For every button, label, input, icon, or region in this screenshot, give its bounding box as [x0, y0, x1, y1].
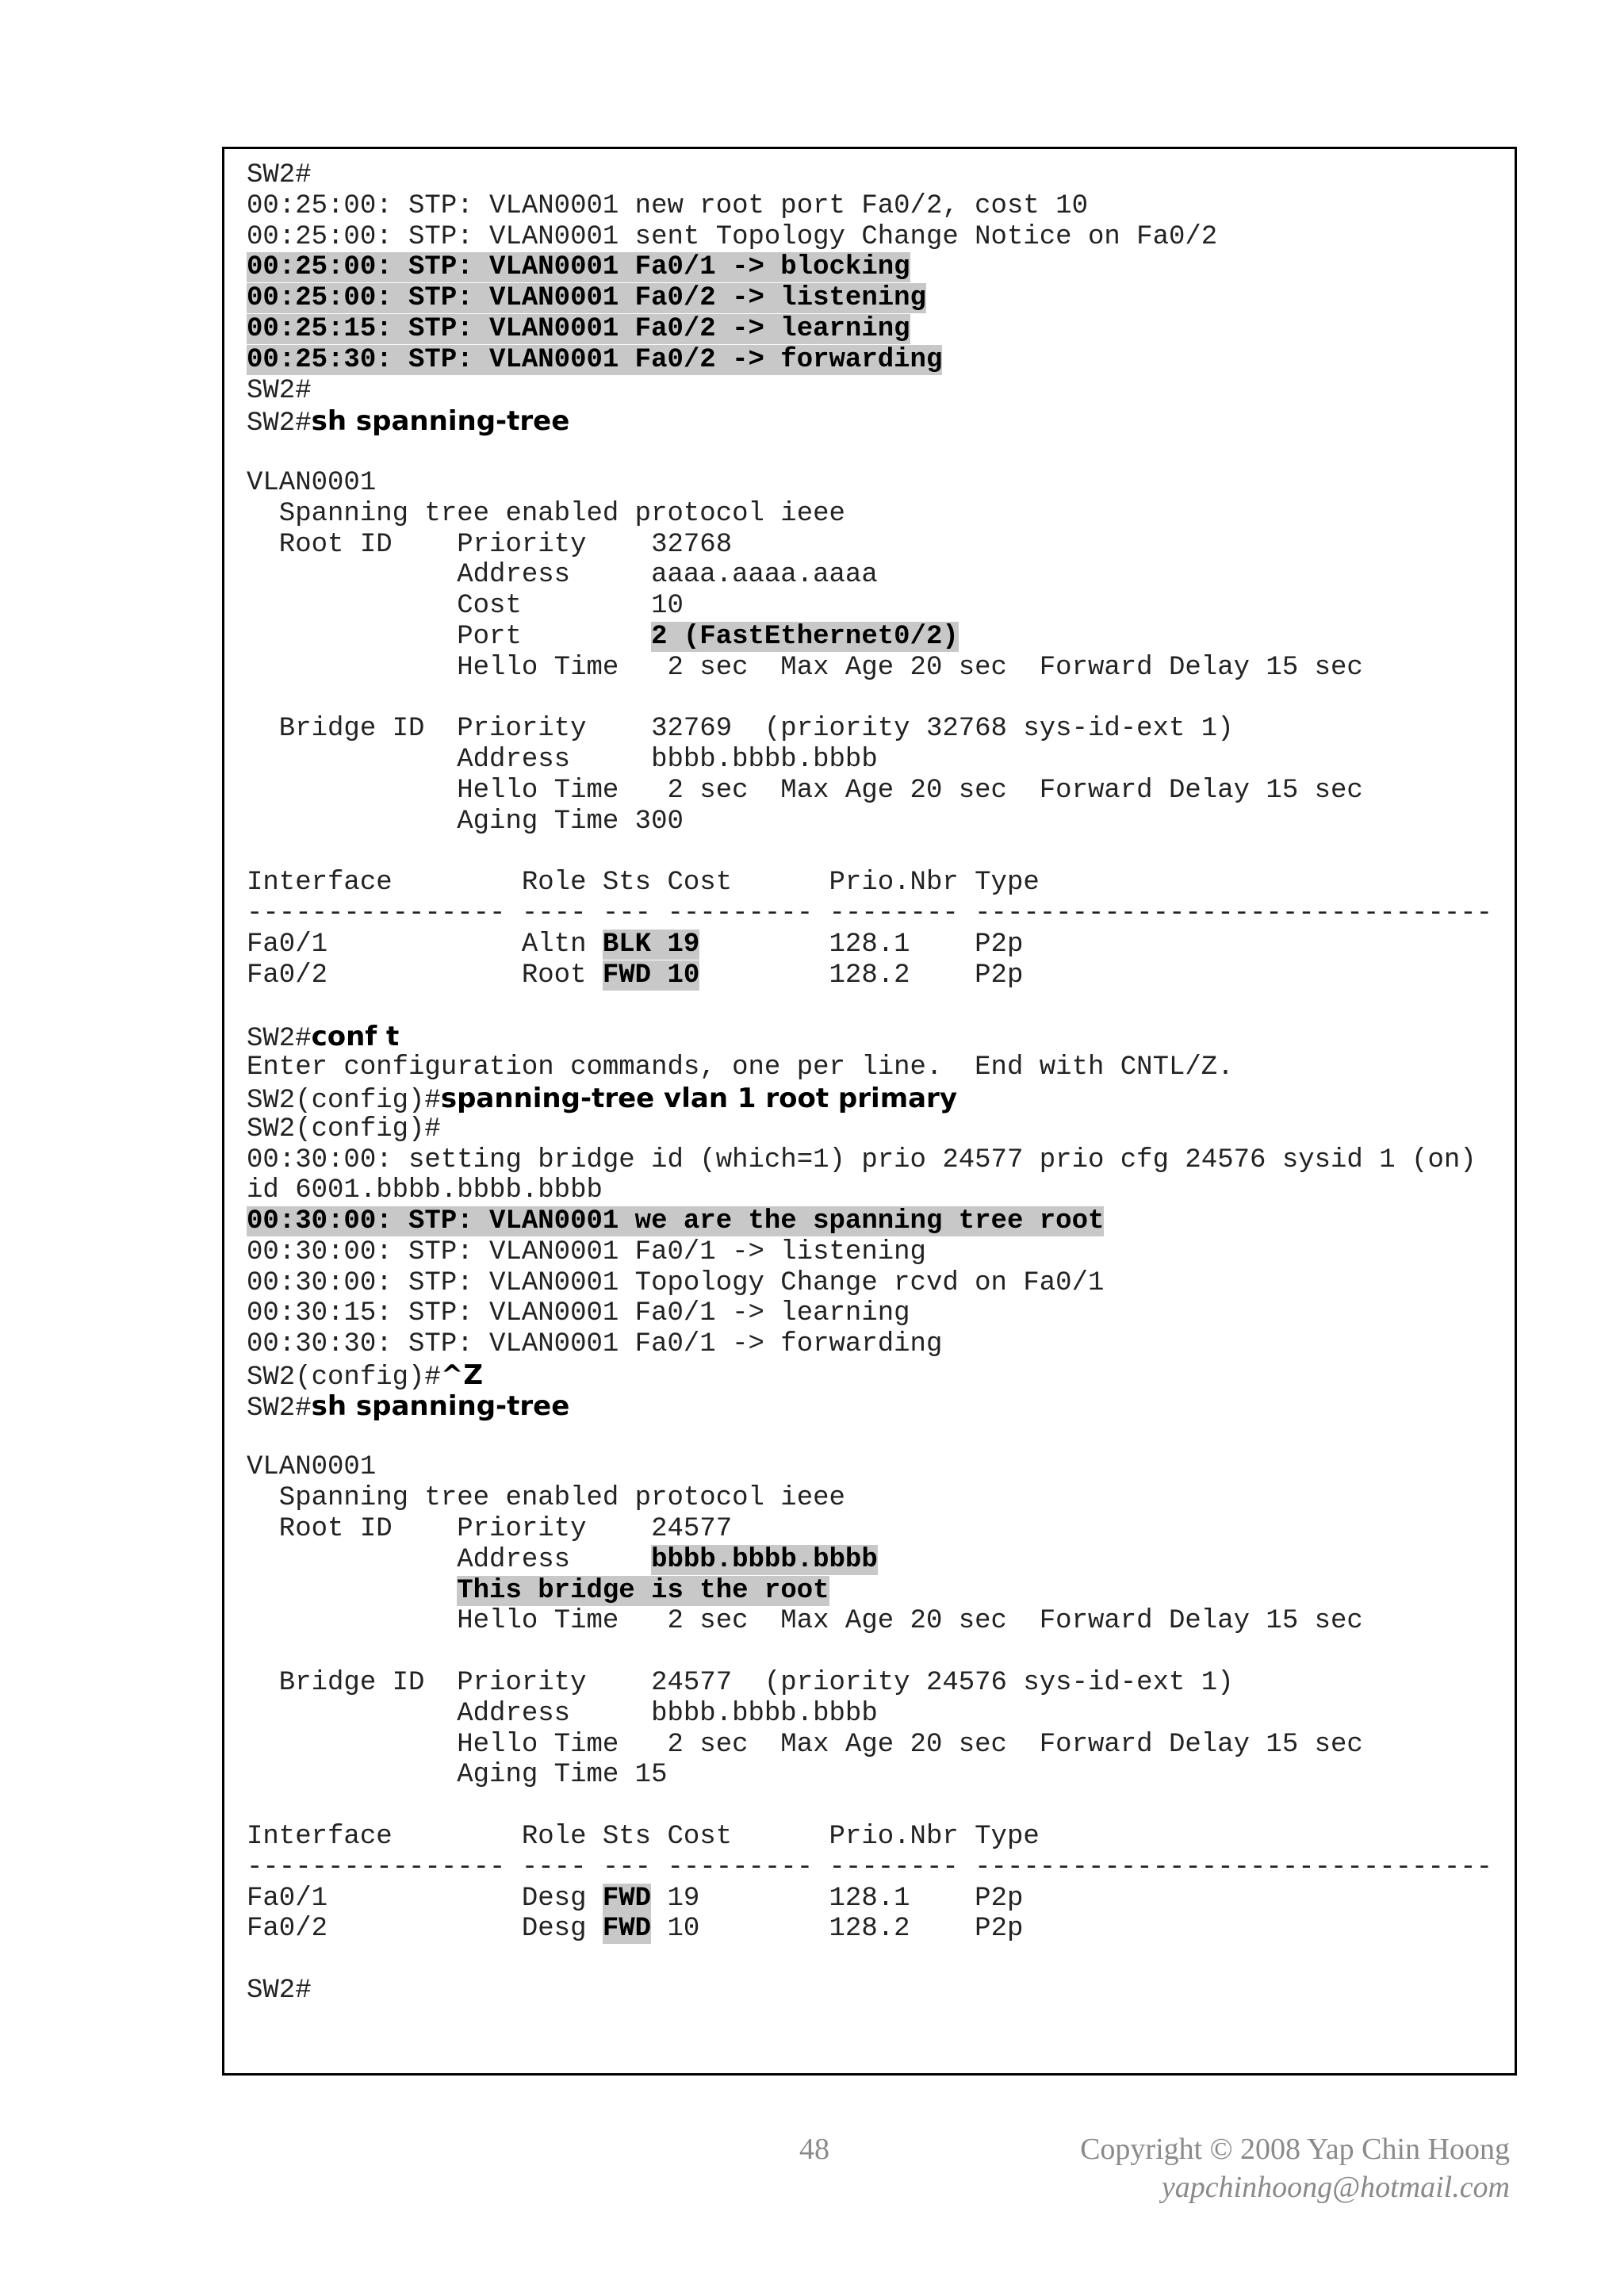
terminal-text: 19 128.1 P2p [651, 1883, 1024, 1914]
terminal-text: 00:30:00: STP: VLAN0001 Fa0/1 -> listening [247, 1236, 926, 1267]
terminal-line [247, 530, 1500, 561]
terminal-text: Hello Time 2 sec Max Age 20 sec Forward Delay 15 sec [247, 1606, 1363, 1637]
terminal-line [247, 376, 1500, 407]
terminal-line [247, 1083, 1500, 1114]
terminal-text: SW2# [247, 375, 312, 406]
terminal-line [247, 1268, 1500, 1299]
highlighted-output: FWD [602, 1883, 652, 1914]
terminal-text: Fa0/2 Root [247, 960, 603, 991]
terminal-text: 10 128.2 P2p [651, 1914, 1024, 1945]
terminal-line [247, 1822, 1500, 1853]
terminal-line [247, 899, 1500, 930]
terminal-line [247, 1884, 1500, 1915]
terminal-text: Cost 10 [247, 591, 684, 622]
typed-command: conf t [311, 1021, 400, 1053]
terminal-line [247, 653, 1500, 684]
terminal-line [247, 1791, 1500, 1822]
highlighted-output: 00:25:00: STP: VLAN0001 Fa0/1 -> blocking [247, 252, 910, 283]
terminal-text: Hello Time 2 sec Max Age 20 sec Forward Delay 15 sec [247, 775, 1363, 806]
terminal-line [247, 1114, 1500, 1145]
terminal-line [247, 560, 1500, 591]
terminal-line [247, 930, 1500, 960]
terminal-line [247, 591, 1500, 622]
terminal-text: ---------------- ---- --- --------- -------- -------------------------------- [247, 899, 1493, 930]
terminal-text: Spanning tree enabled protocol ieee [247, 498, 845, 529]
terminal-line [247, 283, 1500, 314]
terminal-line [247, 1052, 1500, 1083]
terminal-line [247, 1945, 1500, 1976]
terminal-text: Interface Role Sts Cost Prio.Nbr Type [247, 1822, 1040, 1853]
terminal-line [247, 838, 1500, 868]
terminal-text: Hello Time 2 sec Max Age 20 sec Forward Delay 15 sec [247, 1729, 1363, 1760]
terminal-text: Fa0/1 Altn [247, 929, 603, 960]
page-number: 48 [799, 2133, 829, 2166]
terminal-text: SW2(config)# [247, 1114, 441, 1144]
terminal-text: Root ID Priority 32768 [247, 529, 733, 560]
terminal-text: 00:25:00: STP: VLAN0001 new root port Fa0/2, cost 10 [247, 190, 1088, 221]
terminal-text: SW2# [247, 408, 312, 439]
terminal-lines [247, 160, 1500, 2007]
terminal-line [247, 314, 1500, 345]
terminal-line [247, 1391, 1500, 1422]
terminal-text: Address bbbb.bbbb.bbbb [247, 745, 878, 776]
highlighted-output: This bridge is the root [457, 1575, 829, 1606]
terminal-text: Spanning tree enabled protocol ieee [247, 1483, 845, 1514]
terminal-text: 00:30:00: STP: VLAN0001 Topology Change rcvd on Fa0/1 [247, 1267, 1105, 1298]
terminal-text: id 6001.bbbb.bbbb.bbbb [247, 1175, 603, 1206]
terminal-line [247, 1360, 1500, 1391]
terminal-text: Aging Time 300 [247, 806, 684, 837]
terminal-line [247, 468, 1500, 499]
terminal-text: Hello Time 2 sec Max Age 20 sec Forward Delay 15 sec [247, 652, 1363, 683]
terminal-line [247, 1637, 1500, 1668]
terminal-text: Interface Role Sts Cost Prio.Nbr Type [247, 868, 1040, 899]
terminal-text: SW2# [247, 1024, 312, 1055]
terminal-line [247, 1545, 1500, 1576]
terminal-line [247, 714, 1500, 745]
terminal-line [247, 1576, 1500, 1607]
terminal-text: Aging Time 15 [247, 1760, 668, 1791]
terminal-line [247, 1853, 1500, 1884]
terminal-line [247, 252, 1500, 283]
terminal-line [247, 1606, 1500, 1637]
terminal-line [247, 991, 1500, 1022]
terminal-line [247, 1514, 1500, 1545]
terminal-line [247, 1760, 1500, 1791]
terminal-text: VLAN0001 [247, 467, 377, 498]
terminal-line [247, 222, 1500, 253]
terminal-line [247, 868, 1500, 899]
terminal-line [247, 1298, 1500, 1329]
terminal-line [247, 1422, 1500, 1453]
typed-command: spanning-tree vlan 1 root primary [440, 1082, 957, 1114]
terminal-text: 00:30:15: STP: VLAN0001 Fa0/1 -> learning [247, 1298, 910, 1329]
terminal-line [247, 684, 1500, 715]
terminal-text: Port [247, 621, 652, 652]
terminal-text: 128.1 P2p [699, 929, 1024, 960]
terminal-line [247, 191, 1500, 222]
typed-command: ^Z [440, 1359, 483, 1392]
highlighted-output: 00:25:00: STP: VLAN0001 Fa0/2 -> listening [247, 283, 926, 314]
terminal-line [247, 1175, 1500, 1206]
terminal-text: 00:30:30: STP: VLAN0001 Fa0/1 -> forwarding [247, 1329, 943, 1360]
terminal-line [247, 499, 1500, 530]
terminal-line [247, 1452, 1500, 1483]
copyright-notice: Copyright © 2008 Yap Chin Hoong [1080, 2133, 1510, 2166]
author-email: yapchinhoong@hotmail.com [1161, 2171, 1510, 2204]
terminal-line [247, 1914, 1500, 1945]
terminal-text: Address aaaa.aaaa.aaaa [247, 560, 878, 591]
terminal-text: SW2# [247, 1976, 312, 2007]
typed-command: sh spanning-tree [311, 405, 570, 438]
terminal-line [247, 1237, 1500, 1268]
highlighted-output: 00:30:00: STP: VLAN0001 we are the spanning tree root [247, 1206, 1105, 1237]
terminal-text: Bridge ID Priority 32769 (priority 32768 sys-id-ext 1) [247, 714, 1234, 745]
terminal-text: Root ID Priority 24577 [247, 1514, 733, 1545]
terminal-line [247, 1668, 1500, 1699]
terminal-line [247, 160, 1500, 191]
highlighted-output: bbbb.bbbb.bbbb [651, 1544, 878, 1575]
terminal-line [247, 1206, 1500, 1237]
highlighted-output: 00:25:30: STP: VLAN0001 Fa0/2 -> forwarding [247, 344, 943, 375]
terminal-line [247, 1329, 1500, 1360]
highlighted-output: FWD 10 [602, 960, 700, 991]
terminal-text: Enter configuration commands, one per line. End with CNTL/Z. [247, 1052, 1234, 1083]
terminal-line [247, 1145, 1500, 1176]
terminal-text: 128.2 P2p [699, 960, 1024, 991]
terminal-text: ---------------- ---- --- --------- -------- -------------------------------- [247, 1852, 1493, 1883]
terminal-line [247, 1976, 1500, 2007]
terminal-text: Address [247, 1544, 652, 1575]
terminal-text: SW2# [247, 160, 312, 190]
terminal-text: 00:30:00: setting bridge id (which=1) prio 24577 prio cfg 24576 sysid 1 (on) [247, 1144, 1477, 1175]
terminal-text: SW2# [247, 1393, 312, 1424]
highlighted-output: BLK 19 [602, 929, 700, 960]
terminal-text: Bridge ID Priority 24577 (priority 24576 sys-id-ext 1) [247, 1668, 1234, 1699]
terminal-line [247, 1730, 1500, 1761]
terminal-line [247, 406, 1500, 437]
terminal-line [247, 437, 1500, 468]
terminal-line [247, 1021, 1500, 1055]
terminal-line [247, 745, 1500, 776]
terminal-text: 00:25:00: STP: VLAN0001 sent Topology Change Notice on Fa0/2 [247, 221, 1218, 252]
terminal-text: SW2(config)# [247, 1363, 441, 1393]
terminal-text: SW2(config)# [247, 1085, 441, 1116]
terminal-text: Fa0/2 Desg [247, 1914, 603, 1945]
highlighted-output: FWD [602, 1914, 652, 1945]
terminal-line [247, 776, 1500, 807]
terminal-line [247, 1483, 1500, 1514]
terminal-line [247, 622, 1500, 653]
highlighted-output: 00:25:15: STP: VLAN0001 Fa0/2 -> learning [247, 313, 910, 344]
terminal-text: Fa0/1 Desg [247, 1883, 603, 1914]
terminal-text [247, 1576, 457, 1606]
highlighted-output: 2 (FastEthernet0/2) [651, 621, 959, 652]
terminal-text: VLAN0001 [247, 1452, 377, 1483]
terminal-line [247, 345, 1500, 376]
terminal-output-box [222, 147, 1517, 2076]
typed-command: sh spanning-tree [311, 1389, 570, 1422]
terminal-text: Address bbbb.bbbb.bbbb [247, 1698, 878, 1729]
terminal-line [247, 960, 1500, 991]
terminal-line [247, 807, 1500, 838]
terminal-line [247, 1699, 1500, 1730]
